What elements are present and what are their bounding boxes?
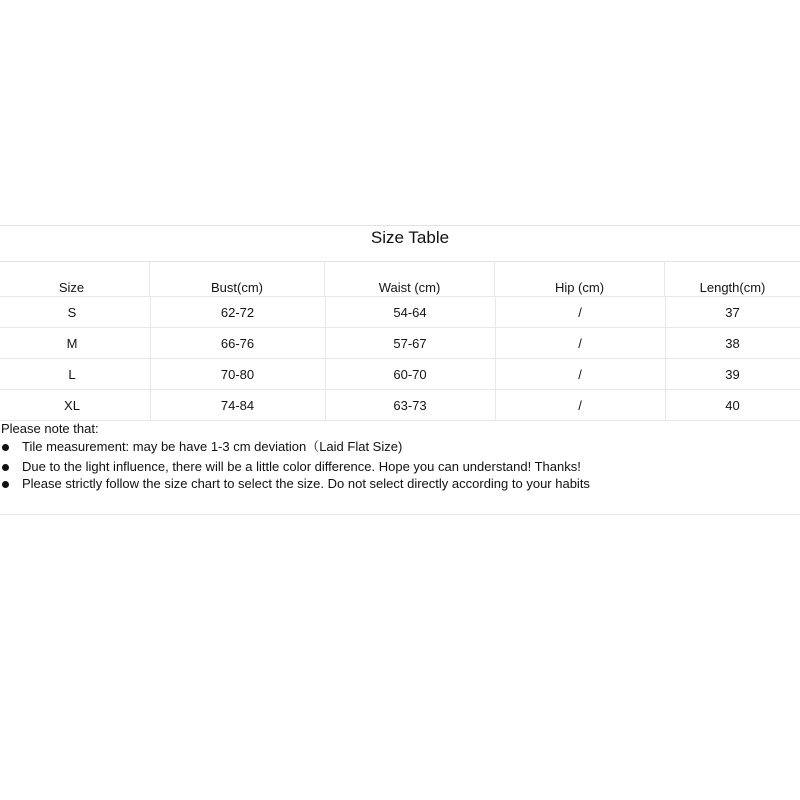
hip-cell: / [495, 328, 666, 358]
table-header-row [0, 262, 800, 297]
length-cell: 37 [725, 304, 740, 320]
hip-cell: / [495, 297, 666, 327]
bullet-icon [2, 481, 9, 488]
size-cell: L [0, 359, 151, 389]
note-text: Due to the light influence, there will be a little color difference. Hope you can understand! Thanks! [22, 459, 581, 474]
waist-cell: 57-67 [325, 328, 496, 358]
length-cell: 38 [725, 335, 740, 351]
header-length: Length(cm) [699, 280, 766, 295]
bullet-icon [2, 444, 9, 451]
header-size: Size [0, 262, 150, 296]
hip-cell: / [495, 359, 666, 389]
size-table [0, 262, 800, 421]
header-hip: Hip (cm) [495, 262, 665, 296]
size-cell: XL [0, 390, 151, 420]
length-cell: 40 [725, 397, 740, 413]
size-chart-sheet [0, 225, 800, 515]
header-waist: Waist (cm) [325, 262, 495, 296]
waist-cell: 54-64 [325, 297, 496, 327]
size-table-title: Size Table [0, 225, 800, 261]
note-text: Please strictly follow the size chart to select the size. Do not select directly according to your habits [22, 476, 590, 491]
notes-heading: Please note that: [1, 421, 99, 436]
waist-cell: 63-73 [325, 390, 496, 420]
notes-section [0, 421, 800, 515]
bust-cell: 74-84 [150, 390, 326, 420]
bust-cell: 70-80 [150, 359, 326, 389]
size-cell: S [0, 297, 151, 327]
waist-cell: 60-70 [325, 359, 496, 389]
header-bust: Bust(cm) [150, 262, 325, 296]
note-text: Tile measurement: may be have 1-3 cm deviation（Laid Flat Size) [22, 439, 403, 454]
table-row [0, 297, 800, 328]
table-row [0, 359, 800, 390]
table-row [0, 390, 800, 421]
length-cell: 39 [725, 366, 740, 382]
table-row [0, 328, 800, 359]
hip-cell: / [495, 390, 666, 420]
bust-cell: 66-76 [150, 328, 326, 358]
size-cell: M [0, 328, 151, 358]
bust-cell: 62-72 [150, 297, 326, 327]
bullet-icon [2, 464, 9, 471]
